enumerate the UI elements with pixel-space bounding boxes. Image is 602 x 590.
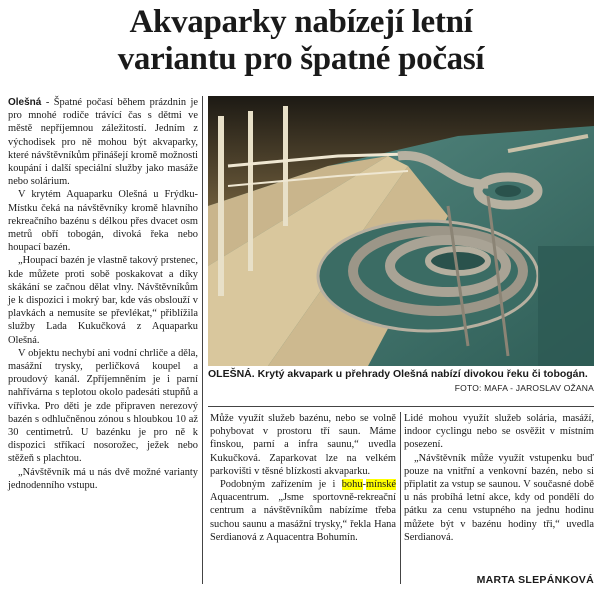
aquapark-photo <box>208 96 594 366</box>
paragraph-7-break: - <box>362 479 366 491</box>
caption-divider <box>208 406 594 407</box>
paragraph-8: Lidé mohou využít služeb solária, masáží, indoor cyclingu nebo se osvěžit v místním posezení. <box>404 413 594 451</box>
headline-line-1: Akvaparky nabízejí letní <box>129 4 473 40</box>
lead-text: - Špatné počasí během prázdnin je pro mnohé rodiče trávící čas s dětmi ve městě nepříjemnou záležitostí. Jedním z východisek pro ně mohou být akvaparky, které návštěvníkům přinášejí kromě možnosti koupání i další speciální služby jako masáže nebo solárium. <box>8 97 198 188</box>
photo-caption <box>208 368 594 395</box>
highlighted-text-1: bohu <box>341 479 363 491</box>
middle-column <box>210 412 396 544</box>
caption-text: Krytý akvapark u přehrady Olešná nabízí divokou řeku či tobogán. <box>254 368 588 380</box>
highlighted-text-2: mínské <box>365 479 396 491</box>
byline: MARTA SLEPÁNKOVÁ <box>476 574 594 586</box>
paragraph-7-start: Podobným zařízením je i <box>220 479 342 491</box>
aquapark-photo-illustration <box>208 96 594 366</box>
left-column <box>8 96 198 492</box>
paragraph-2: V krytém Aquaparku Olešná u Frýdku-Místku čeká na návštěvníky kromě hlavního rekreačního bazénu s délkou přes dvacet osm metrů obří tobogán, divoká řeka nebo houpací bazén. <box>8 189 198 254</box>
paragraph-9: „Návštěvník může využít vstupenku buď pouze na vnitřní a venkovní bazén, nebo si připlatit za vstup se saunou. V současné době u nás probíhá letní akce, kdy od pondělí do pátku za cenu vstupného na jednu hodinu můžete být v bazénu hodiny tři,“ uvedla Serdianová. <box>404 452 594 543</box>
lead-paragraph <box>8 96 198 188</box>
paragraph-7 <box>210 478 396 544</box>
column-divider-right <box>400 412 401 584</box>
paragraph-5: „Návštěvník má u nás dvě možné varianty jednodenního vstupu. <box>8 466 198 491</box>
paragraph-4: V objektu nechybí ani vodní chrliče a děla, masážní trysky, perličková koupel a proudový kanál. Zpříjemněním je i parní nahřívárna s teplotou okolo padesáti stupňů a vířivka. Pro děti je zde připraven nerezový bazén s odhlučněnou zónou s hloubkou 10 až 30 centimetrů. U bazénku je pro ně k dispozici stříkací nosorožec, ježek nebo stěžeň s plachtou. <box>8 347 198 465</box>
article-headline <box>0 4 602 78</box>
column-divider-left <box>202 96 203 584</box>
dateline: Olešná <box>8 97 42 108</box>
photo-credit: FOTO: MAFA - JAROSLAV OŽANA <box>454 383 594 393</box>
headline-line-2: variantu pro špatné počasí <box>117 41 485 77</box>
paragraph-3: „Houpací bazén je vlastně takový prstenec, kde můžete proti sobě poskakovat a díky skákání se začnou dělat vlny. Návštěvníkům je k dispozici i mokrý bar, kde vás obslouží v plavkách a nemusíte se převlékat,“ přiblížila služby Lada Kukučková z Aquaparku Olešná. <box>8 255 198 346</box>
right-column <box>404 412 594 544</box>
caption-place: OLEŠNÁ. <box>208 368 255 380</box>
paragraph-6: Může využít služeb bazénu, nebo se volně pohybovat v prostoru tří saun. Máme finskou, parní a infra saunu,“ uvedla Kukučková. Zaparkovat lze na velkém parkovišti v těsné blízkosti akvaparku. <box>210 413 396 477</box>
paragraph-7-end: Aquacentrum. „Jsme sportovně-rekreační centrum a návštěvníkům nabízíme třeba suchou saunu a masážní trysky,“ řekla Hana Serdianová z Aquacentra Bohumín. <box>210 492 396 543</box>
